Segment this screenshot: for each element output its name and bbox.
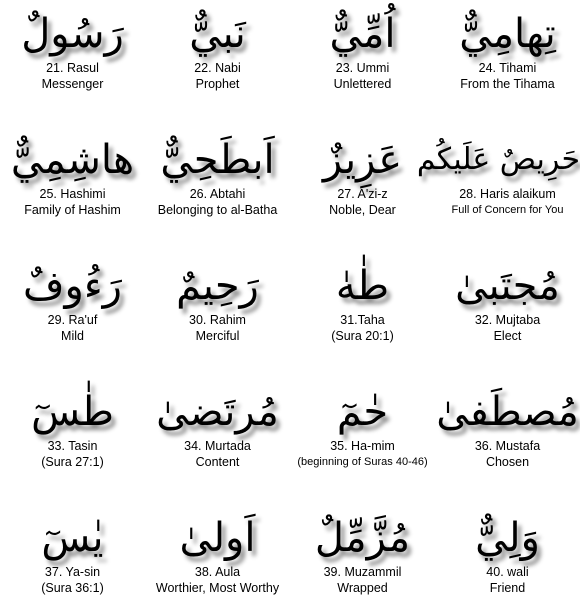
name-number-transliteration: 32. Mujtaba xyxy=(474,313,541,327)
name-meaning: Full of Concern for You xyxy=(451,204,564,216)
name-number-transliteration: 22. Nabi xyxy=(194,61,241,75)
name-number-transliteration: 34. Murtada xyxy=(184,439,251,453)
arabic-name: حٰمٓ xyxy=(336,389,389,435)
name-number-transliteration: 33. Tasin xyxy=(47,439,98,453)
name-cell-23 xyxy=(290,8,435,92)
name-meaning: Friend xyxy=(489,581,526,595)
arabic-name: مُرتَضىٰ xyxy=(156,389,279,435)
arabic-name: رَحِيمٌ xyxy=(176,263,259,309)
arabic-name: عَزِيزٌ xyxy=(322,137,403,183)
name-number-transliteration: 30. Rahim xyxy=(189,313,246,327)
name-cell-24 xyxy=(435,8,580,92)
name-number-transliteration: 26. Abtahi xyxy=(189,187,246,201)
name-cell-39 xyxy=(290,512,435,596)
name-cell-29 xyxy=(0,260,145,344)
arabic-name: وَلِيٌّ xyxy=(475,515,540,561)
arabic-name: رَءُوفٌ xyxy=(23,263,122,309)
name-number-transliteration: 29. Ra'uf xyxy=(47,313,98,327)
name-number-transliteration: 40. wali xyxy=(486,565,529,579)
arabic-name: اُمِّيٌّ xyxy=(329,11,396,57)
name-meaning: Family of Hashim xyxy=(24,203,121,217)
name-meaning: Messenger xyxy=(41,77,104,91)
name-number-transliteration: 38. Aula xyxy=(194,565,241,579)
name-cell-32 xyxy=(435,260,580,344)
name-meaning: (Sura 20:1) xyxy=(331,329,394,343)
arabic-name: اَولىٰ xyxy=(179,515,256,561)
name-cell-21 xyxy=(0,8,145,92)
name-number-transliteration: 24. Tihami xyxy=(478,61,537,75)
name-cell-33 xyxy=(0,386,145,470)
name-number-transliteration: 21. Rasul xyxy=(46,61,99,75)
name-meaning: Chosen xyxy=(485,455,530,469)
name-cell-27 xyxy=(290,134,435,218)
name-number-transliteration: 25. Hashimi xyxy=(39,187,106,201)
name-cell-34 xyxy=(145,386,290,470)
name-number-transliteration: 39. Muzammil xyxy=(323,565,402,579)
name-number-transliteration: 35. Ha-mim xyxy=(330,439,395,453)
name-cell-26 xyxy=(145,134,290,218)
name-meaning: Wrapped xyxy=(337,581,388,595)
arabic-name: هاشِمِيٌّ xyxy=(10,137,135,183)
arabic-name: يٰسٓ xyxy=(41,515,104,561)
arabic-name: تِهامِيٌّ xyxy=(459,11,556,57)
name-cell-31 xyxy=(290,260,435,344)
name-meaning: Worthier, Most Worthy xyxy=(155,581,280,595)
name-cell-38 xyxy=(145,512,290,596)
name-cell-35 xyxy=(290,386,435,470)
name-cell-36 xyxy=(435,386,580,470)
name-meaning: Noble, Dear xyxy=(329,203,396,217)
name-meaning: Content xyxy=(195,455,240,469)
arabic-name: مُجتَبىٰ xyxy=(455,263,560,309)
arabic-name: حَرِيصٌ عَلَيكُم xyxy=(416,142,580,177)
name-number-transliteration: 37. Ya-sin xyxy=(44,565,101,579)
arabic-name: اَبطَحِيٌّ xyxy=(160,137,275,183)
name-number-transliteration: 23. Ummi xyxy=(335,61,390,75)
name-cell-25 xyxy=(0,134,145,218)
name-meaning: Belonging to al-Batha xyxy=(157,203,278,217)
arabic-name: نَبيٌّ xyxy=(189,11,246,57)
name-number-transliteration: 31.Taha xyxy=(340,313,385,327)
name-meaning: Prophet xyxy=(195,77,240,91)
name-number-transliteration: 28. Haris alaikum xyxy=(459,187,556,201)
arabic-name: طٰسٓ xyxy=(31,389,114,435)
name-meaning: Unlettered xyxy=(333,77,392,91)
name-cell-37 xyxy=(0,512,145,596)
name-meaning: (Sura 36:1) xyxy=(41,581,104,595)
name-meaning: Elect xyxy=(493,329,522,343)
name-meaning: (beginning of Suras 40-46) xyxy=(297,456,428,468)
arabic-name: رَسُولٌ xyxy=(21,11,124,57)
name-cell-22 xyxy=(145,8,290,92)
name-number-transliteration: 36. Mustafa xyxy=(474,439,541,453)
name-meaning: Merciful xyxy=(195,329,240,343)
name-meaning: Mild xyxy=(61,329,84,343)
name-cell-40 xyxy=(435,512,580,596)
arabic-name: مُزَّمِّلٌ xyxy=(314,515,411,561)
name-meaning: From the Tihama xyxy=(460,77,555,91)
name-cell-30 xyxy=(145,260,290,344)
name-number-transliteration: 27. A'zi-z xyxy=(337,187,388,201)
name-meaning: (Sura 27:1) xyxy=(41,455,104,469)
arabic-name: مُصطَفىٰ xyxy=(436,389,579,435)
name-cell-28 xyxy=(416,134,580,218)
arabic-name: طٰهٰ xyxy=(335,263,390,309)
